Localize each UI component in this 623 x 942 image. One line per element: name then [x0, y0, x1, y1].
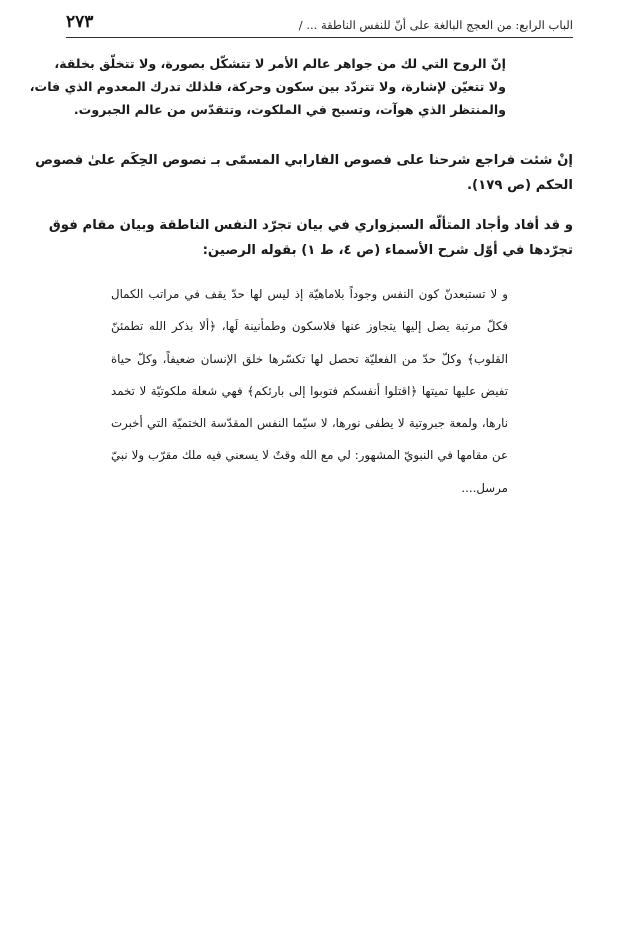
paragraph-2: [48, 213, 573, 263]
text-line: إنّ الروح التي لك من جواهر عالم الأمر لا تتشكّل بصورة، ولا تتخلّق بخلقة،: [54, 56, 506, 71]
text-line: و قد أفاد وأجاد المتألّه السبزواري في بيان تجرّد النفس الناطقة وبيان مقام فوق: [48, 218, 573, 233]
running-header: [66, 10, 573, 32]
page-number: ٢٧٣: [66, 12, 94, 32]
header-rule: [66, 37, 573, 38]
quote-block-1: [29, 52, 506, 121]
text-line: إنْ شئت فراجع شرحنا على فصوص الفارابي المسمّى بـ نصوص الحِكَم علىٰ فصوص: [35, 153, 573, 168]
text-line: والمنتظر الذي هوآت، وتسبح في الملكوت، وتتقدّس من عالم الجبروت.: [73, 102, 506, 117]
text-line: عن مقامها في النبويّ المشهور: لي مع الله وقتٌ لا يسعني فيه ملك مقرّب ولا نبيّ: [111, 448, 508, 463]
text-line: الحكم (ص ١٧٩).: [466, 178, 573, 193]
text-line: ولا تتعيّن لإشارة، ولا تتردّد بين سكون وحركة، فلذلك تدرك المعدوم الذي فات،: [29, 79, 506, 94]
quote-block-2: [111, 278, 508, 504]
text-line: فكلّ مرتبة يصل إليها يتجاوز عنها فلاسكون وطمأنينة لَها، ﴿ألا بذكر الله تطمئنّ: [111, 319, 508, 334]
text-line: القلوب﴾ وكلّ حدّ من الفعليّة تحصل لها تكسّرها خلق الإنسان ضعيفاً، وكلّ حياة: [111, 351, 508, 366]
paragraph-1: [35, 148, 573, 198]
text-line: و لا تستبعدنّ كون النفس وجوداً بلاماهيّة إذ ليس لها حدّ يقف في مراتب الكمال: [111, 287, 508, 301]
text-line: تجرّدها في أوّل شرح الأسماء (ص ٤، ط ١) بقوله الرصين:: [202, 243, 573, 258]
text-line: نارها، ولمعة جبروتية لا يطفى نورها، لا سيّما النفس المقدّسة الختميّة التي أخبرت: [111, 416, 508, 431]
text-line: تفيض عليها تميتها ﴿اقتلوا أنفسكم فتوبوا إلى بارئكم﴾ فهي شعلة ملكوتيّة لا تخمد: [111, 383, 508, 398]
text-line: مرسل....: [461, 480, 508, 495]
running-title: الباب الرابع: من العجج البالغة على أنّ للنفس الناطقة ... /: [298, 18, 573, 32]
